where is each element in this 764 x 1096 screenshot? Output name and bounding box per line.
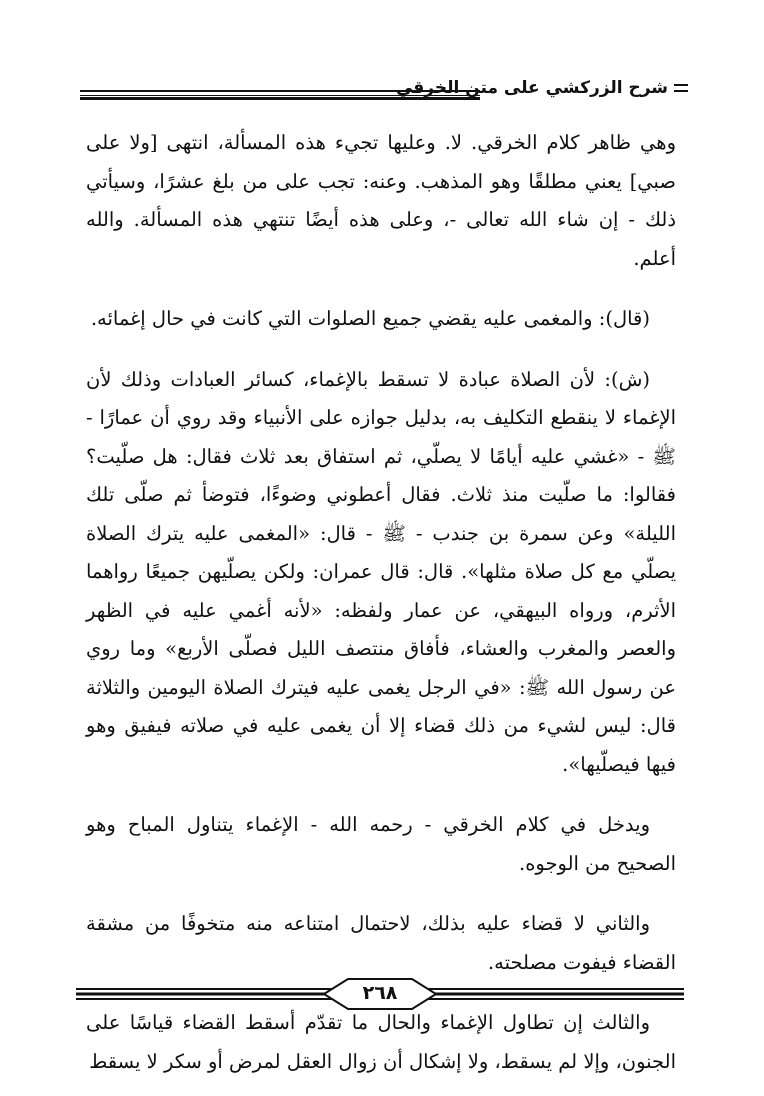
page-body (86, 124, 676, 1081)
paragraph-first-view: ويدخل في كلام الخرقي - رحمه الله - الإغماء يتناول المباح وهو الصحيح من الوجوه. (86, 813, 676, 875)
paragraph-sharh: (ش): لأن الصلاة عبادة لا تسقط بالإغماء، كسائر العبادات وذلك لأن الإغماء لا ينقطع التكليف به، بدليل جوازه على الأنبياء وقد روي أن عمارًا - ﷺ - «غشي عليه أيامًا لا يصلّي، ثم استفاق بعد ثلاث فقال: هل صلّيت؟ فقالوا: ما صلّيت منذ ثلاث. فقال أعطوني وضوءًا، فتوضأ ثم صلّى تلك الليلة» وعن سمرة بن جندب - ﷺ - قال: «المغمى عليه يترك الصلاة يصلّي مع كل صلاة مثلها». قال: قال عمران: ولكن يصلّيهن جميعًا رواهما الأثرم، ورواه البيهقي، عن عمار ولفظه: «لأنه أغمي عليه في الظهر والعصر والمغرب والعشاء، فأفاق منتصف الليل فصلّى الأربع» وما روي عن رسول الله ﷺ: «في الرجل يغمى عليه فيترك الصلاة اليومين والثلاثة قال: ليس لشيء من ذلك قضاء إلا أن يغمى عليه في صلاته فيفيق وهو فيها فيصلّيها». (86, 367, 676, 776)
paragraph-second-view: والثاني لا قضاء عليه بذلك، لاحتمال امتناعه منه متخوفًا من مشقة القضاء فيفوت مصلحته. (86, 912, 676, 974)
paragraph-third-view: والثالث إن تطاول الإغماء والحال ما تقدّم أسقط القضاء قياسًا على الجنون، وإلا لم يسقط، ولا إشكال أن زوال العقل لمرض أو سكر لا يسقط (86, 1011, 676, 1073)
header-title: شرح الزركشي على متن الخرقي (395, 78, 668, 98)
paragraph-continuation: وهي ظاهر كلام الخرقي. لا. وعليها تجيء هذه المسألة، انتهى [ولا على صبي] يعني مطلقًا وهو المذهب. وعنه: تجب على من بلغ عشرًا، وسيأتي ذلك - إن شاء الله تعالى -، وعلى هذه أيضًا تنتهي هذه المسألة. والله أعلم. (86, 131, 676, 270)
page-footer (76, 975, 684, 1015)
page-number: ٢٦٨ (357, 982, 404, 1004)
header-ornament-icon (674, 84, 688, 92)
header-rule (80, 90, 480, 96)
header-rule-thick (80, 97, 480, 100)
paragraph-matn: (قال): والمغمى عليه يقضي جميع الصلوات التي كانت في حال إغمائه. (90, 307, 650, 330)
running-header (80, 78, 688, 108)
